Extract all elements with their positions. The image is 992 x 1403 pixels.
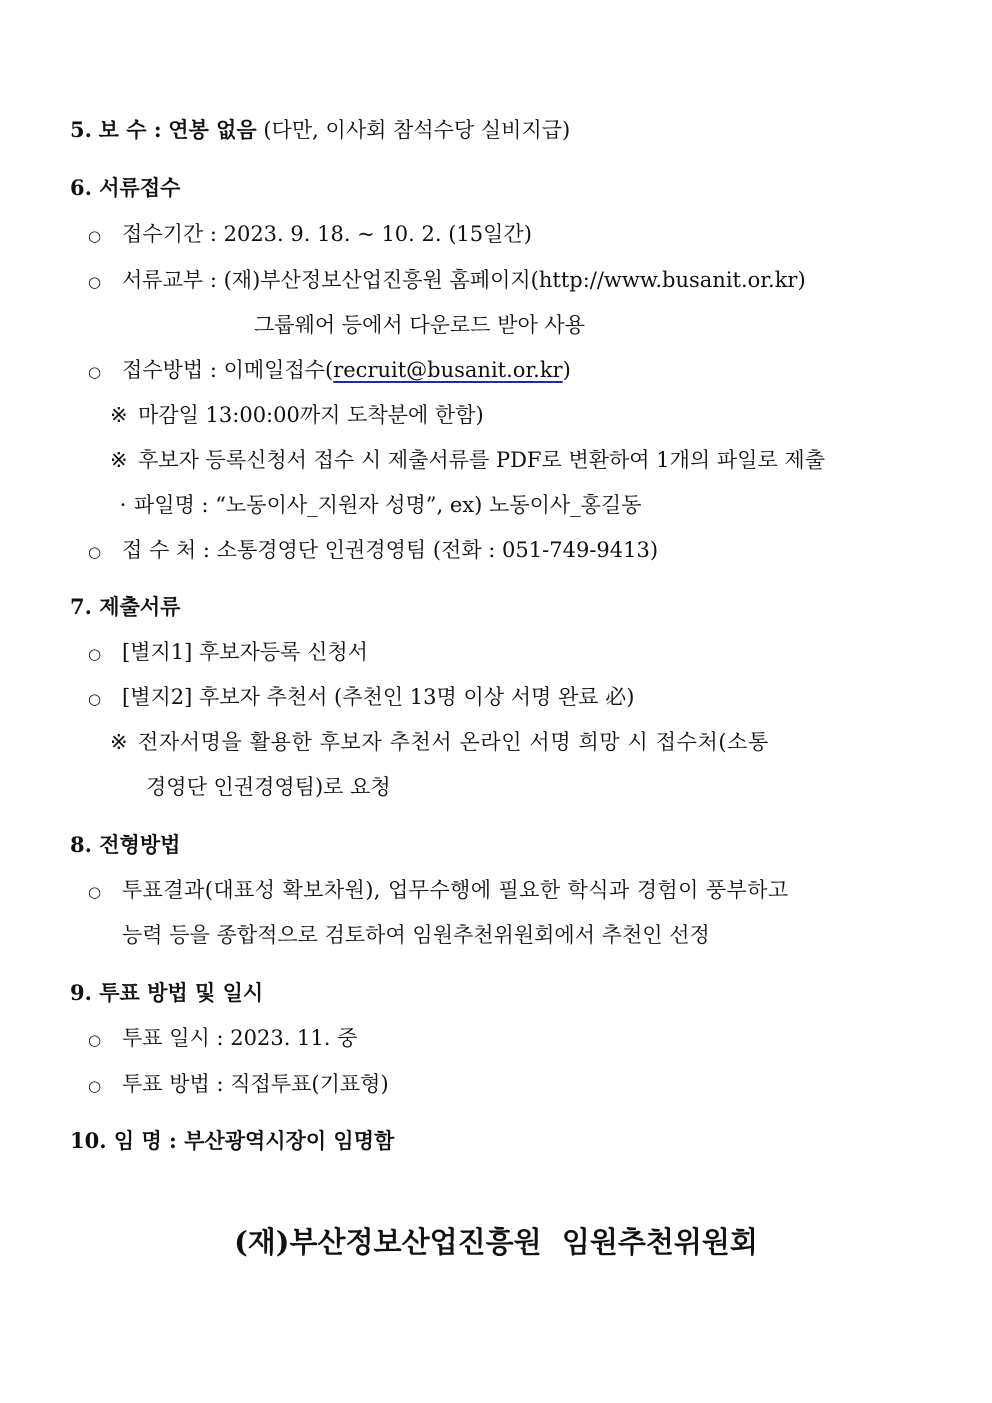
circle-bullet-icon: ○ [88,272,102,291]
section-8-number: 8. [70,832,92,857]
reference-mark-icon: ※ [110,730,128,754]
section-5-note: (다만, 이사회 참석수당 실비지급) [263,118,571,142]
section-10-heading [70,1126,394,1156]
deadline-note [110,400,484,430]
e-signature-note-cont: 경영단 인권경영팀)로 요청 [146,775,391,799]
circle-bullet-icon: ○ [88,882,102,901]
attachment-2-text: [별지2] 후보자 추천서 (추천인 13명 이상 서명 완료 必) [122,685,635,709]
receipt-method-prefix: 이메일접수( [223,358,334,382]
section-6-number: 6. [70,175,92,200]
receipt-method-suffix: ) [562,358,571,382]
section-8-heading [70,830,180,860]
middle-dot-icon: · [119,493,127,517]
reference-mark-icon: ※ [110,448,128,472]
vote-date-item [88,1023,357,1055]
committee-signature: (재)부산정보산업진흥원 임원추천위원회 [234,1225,758,1259]
circle-bullet-icon: ○ [88,542,102,561]
vote-date-text: 투표 일시 : 2023. 11. 중 [122,1026,358,1050]
section-9-title: 투표 방법 및 일시 [99,980,264,1005]
document-distribution-item [88,265,806,297]
circle-bullet-icon: ○ [88,1030,102,1049]
receipt-office-item [88,535,658,567]
e-signature-note-text: 전자서명을 활용한 후보자 추천서 온라인 서명 희망 시 접수처(소통 [138,730,769,754]
receipt-method-item [88,355,571,387]
receipt-period-label: 접수기간 : [122,222,217,246]
attachment-2-item [88,682,634,714]
receipt-method-label: 접수방법 : [122,358,217,382]
section-9-number: 9. [70,980,92,1005]
section-6-heading [70,173,180,203]
email-link[interactable]: recruit@busanit.or.kr [333,358,563,382]
circle-bullet-icon: ○ [88,689,102,708]
section-5-value: 연봉 없음 [168,117,257,142]
selection-method-item [88,875,789,907]
pdf-note [110,445,825,475]
section-7-number: 7. [70,594,92,619]
attachment-1-item [88,637,368,669]
circle-bullet-icon: ○ [88,1076,102,1095]
receipt-office-label: 접 수 처 : [122,538,210,562]
attachment-1-text: [별지1] 후보자등록 신청서 [122,640,368,664]
section-6-title: 서류접수 [99,175,181,200]
section-10-title: 임 명 : 부산광역시장이 임명함 [113,1128,395,1153]
section-5-title: 보 수 : [98,117,162,142]
document-distribution-value: (재)부산정보산업진흥원 홈페이지(http://www.busanit.or.kr) [223,268,806,292]
document-distribution-cont: 그룹웨어 등에서 다운로드 받아 사용 [254,313,585,337]
filename-note [112,490,642,520]
circle-bullet-icon: ○ [88,644,102,663]
e-signature-note [110,727,922,757]
section-5-number: 5. [70,117,92,142]
reference-mark-icon: ※ [110,403,128,427]
selection-method-text: 투표결과(대표성 확보차원), 업무수행에 필요한 학식과 경험이 풍부하고 [122,878,789,902]
deadline-note-text: 마감일 13:00:00까지 도착분에 한함) [138,403,484,427]
vote-method-text: 투표 방법 : 직접투표(기표형) [122,1072,389,1096]
selection-method-cont: 능력 등을 종합적으로 검토하여 임원추천위원회에서 추천인 선정 [122,923,710,947]
receipt-period-item [88,219,532,251]
receipt-office-value: 소통경영단 인권경영팀 (전화 : 051-749-9413) [216,538,659,562]
vote-method-item [88,1069,389,1101]
document-distribution-label: 서류교부 : [122,268,217,292]
filename-note-text: 파일명 : “노동이사_지원자 성명”, ex) 노동이사_홍길동 [134,493,642,517]
section-9-heading [70,978,263,1008]
section-5-compensation [70,115,570,145]
section-8-title: 전형방법 [99,832,181,857]
receipt-period-value: 2023. 9. 18. ~ 10. 2. (15일간) [223,222,532,246]
section-7-title: 제출서류 [99,594,181,619]
circle-bullet-icon: ○ [88,226,102,245]
pdf-note-text: 후보자 등록신청서 접수 시 제출서류를 PDF로 변환하여 1개의 파일로 제출 [138,448,825,472]
section-10-number: 10. [70,1128,107,1153]
circle-bullet-icon: ○ [88,362,102,381]
section-7-heading [70,592,180,622]
